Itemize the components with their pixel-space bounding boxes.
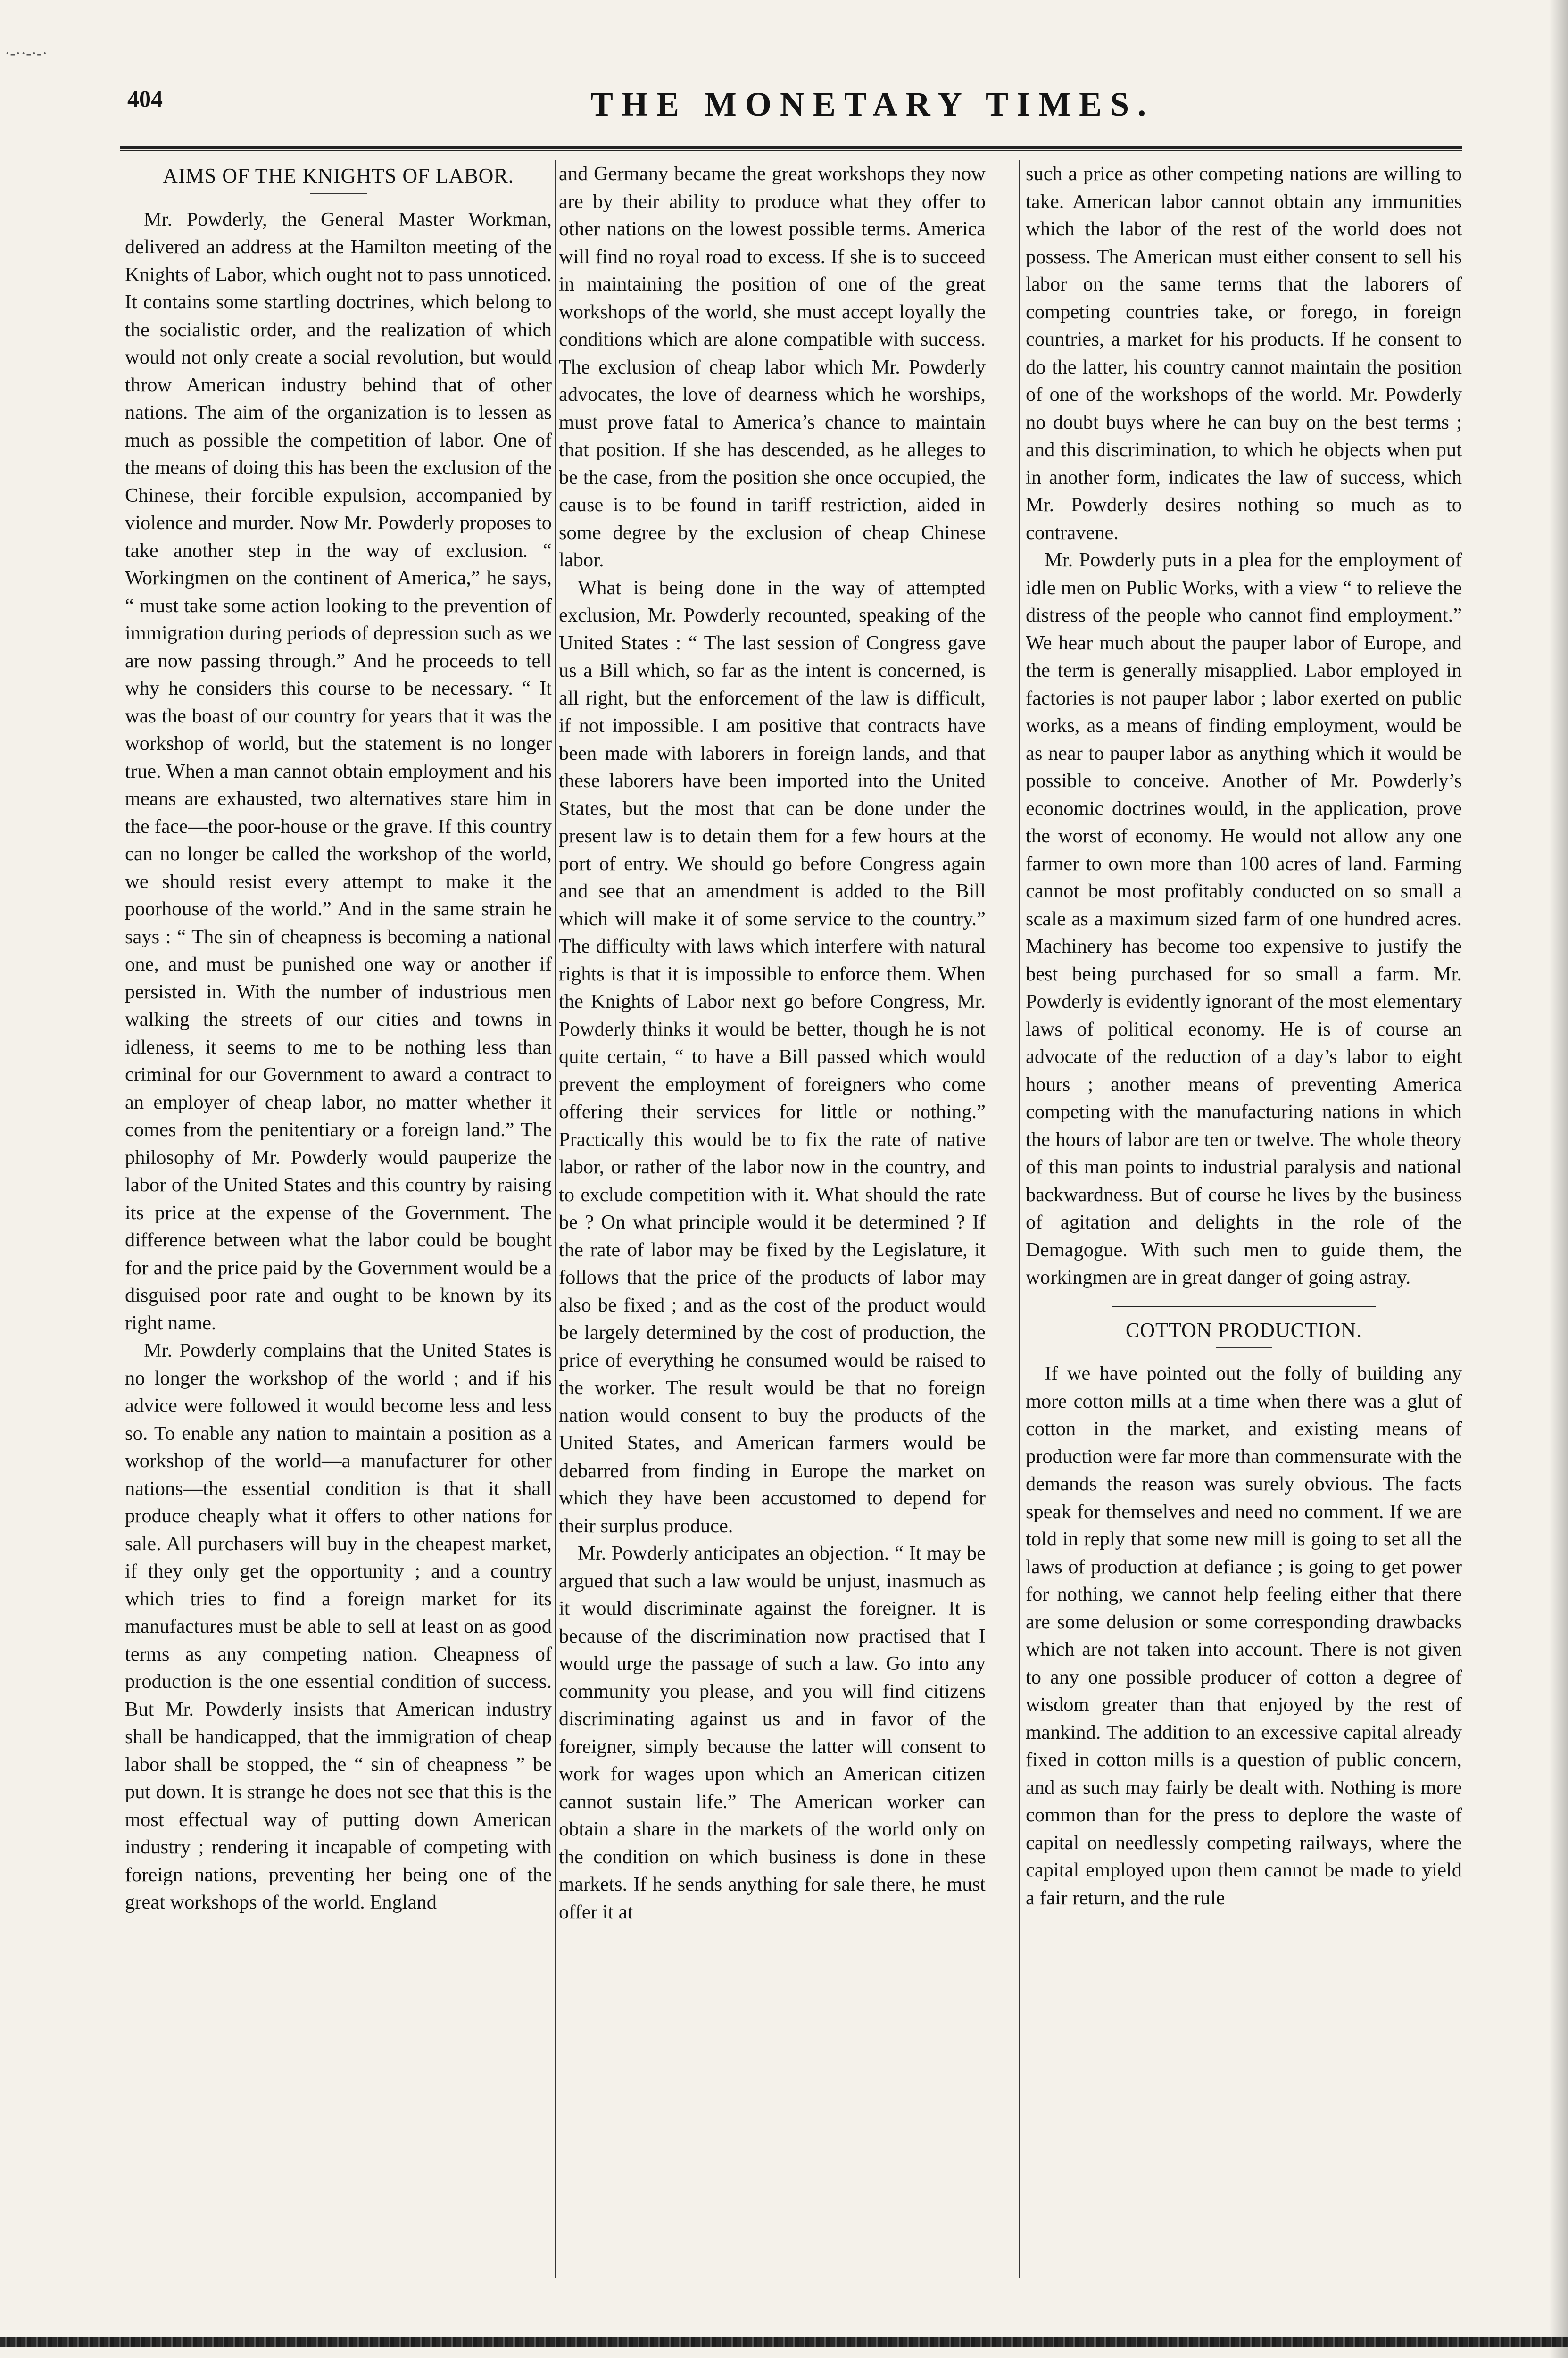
page-number: 404: [127, 85, 163, 112]
paragraph: and Germany became the great workshops they now are by their ability to produce what they offer to other nations on the lowest possible terms. America will find no royal road to excess. If she is to succeed in maintaining the position of one of the great workshops of the world, she must accept loyally the conditions which are alone compatible with success. The exclusion of cheap labor which Mr. Powderly advocates, the love of dearness which he worships, must prove fatal to America’s chance to maintain that position. If she has descended, as he alleges to be the case, from the position she once occupied, the cause is to be found in tariff restriction, aided in some degree by the exclusion of cheap Chinese labor.: [559, 163, 986, 571]
paragraph: Mr. Powderly anticipates an objection. “ It may be argued that such a law would be unjust, inasmuch as it would discriminate against the foreigner. It is because of the discrimination now practised that I would urge the passage of such a law. Go into any community you please, and you will find citizens discriminating against us and in favor of the foreigner, simply because the latter will consent to work for wages upon which an American citizen cannot sustain life.” The American worker can obtain a share in the markets of the world only on the condition on which business is done in these markets. If he sends anything for sale there, he must offer it at: [559, 1542, 986, 1923]
article-separator: [1112, 1306, 1376, 1310]
corner-mark: ·-··-·-·: [5, 45, 48, 62]
paragraph: What is being done in the way of attempted exclusion, Mr. Powderly recounted, speaking of the United States : “ The last session of Congress gave us a Bill which, so far as the intent is concerned, is all right, but the enforcement of the law is difficult, if not impossible. I am positive that contracts have been made with laborers in foreign lands, and that these laborers have been imported into the United States, but the most that can be done under the present law is to detain them for a few hours at the port of entry. We should go before Congress again and see that an amendment is added to the Bill which will make it of some service to the country.” The difficulty with laws which interfere with natural rights is that it is impossible to enforce them. When the Knights of Labor next go before Congress, Mr. Powderly thinks it would be better, though he is not quite certain, “ to have a Bill passed which would prevent the employment of foreigners who come offering their services for little or nothing.” Practically this would be to fix the rate of native labor, or rather of the labor now in the country, and to exclude competition with it. What should the rate be ? On what principle would it be determined ? If the rate of labor may be fixed by the Legislature, it follows that the price of the products of labor may also be fixed ; and as the cost of the product would be largely determined by the cost of production, the price of everything he consumed would be raised to the worker. The result would be that no foreign nation would consent to buy the products of the United States, and American farmers would be debarred from finding in Europe the market on which they have been accustomed to depend for their surplus produce.: [559, 576, 986, 1537]
page-bottom-edge: [0, 2337, 1568, 2347]
paragraph: If we have pointed out the folly of building any more cotton mills at a time when there was a glut of cotton in the market, and existing means of production were far more than commensurate with the demands the reason was surely obvious. The facts speak for themselves and need no comment. If we are told in reply that some new mill is going to set all the laws of production at defiance ; is going to get power for nothing, we cannot help feeling either that there are some delusion or some corresponding drawbacks which are not taken into account. There is not given to any one possible producer of cotton a degree of wisdom greater than that enjoyed by the rest of mankind. The addition to an excessive capital already fixed in cotton mills is a question of public concern, and as such may fairly be dealt with. Nothing is more common than for the press to deplore the waste of capital on needlessly competing railways, where the capital employed upon them cannot be made to yield a fair return, and the rule: [1026, 1362, 1462, 1909]
article-title-knights: AIMS OF THE KNIGHTS OF LABOR.: [163, 164, 514, 187]
paragraph: Mr. Powderly, the General Master Workman, delivered an address at the Hamilton meeting of the Knights of Labor, which ought not to pass unnoticed. It contains some startling doctrines, which belong to the socialistic order, and the realization of which would not only create a social revolution, but would throw American industry behind that of other nations. The aim of the organization is to lessen as much as possible the competition of labor. One of the means of doing this has been the exclusion of the Chinese, their forcible expulsion, accompanied by violence and murder. Now Mr. Powderly proposes to take another step in the way of exclusion. “ Workingmen on the continent of America,” he says, “ must take some action looking to the prevention of immigration during periods of depression such as we are now passing through.” And he proceeds to tell why he considers this course to be necessary. “ It was the boast of our country for years that it was the workshop of world, but the statement is no longer true. When a man cannot obtain employment and his means are exhausted, two alternatives stare him in the face—the poor-house or the grave. If this country can no longer be called the workshop of the world, we should resist every attempt to make it the poorhouse of the world.” And in the same strain he says : “ The sin of cheapness is becoming a national one, and must be punished one way or another if persisted in. With the number of industrious men walking the streets of our cities and towns in idleness, it seems to me to be nothing less than criminal for our Government to award a contract to an employer of cheap labor, no matter whether it comes from the penitentiary or a foreign land.” The philosophy of Mr. Powderly would pauperize the labor of the United States and this country by raising its price at the expense of the Government. The difference between what the labor could be bought for and the price paid by the Government would be a disguised poor rate and ought to be known by its right name.: [125, 208, 552, 1334]
header-rule: [120, 146, 1462, 151]
column-divider: [1019, 160, 1020, 2278]
article-title-cotton: COTTON PRODUCTION.: [1125, 1318, 1362, 1342]
paragraph: Mr. Powderly puts in a plea for the employment of idle men on Public Works, with a view “ to relieve the distress of the people who cannot find employment.” We hear much about the pauper labor of Europe, and the term is generally misapplied. Labor employed in factories is not pauper labor ; labor exerted on public works, as a means of finding employment, would be as near to pauper labor as anything which it would be possible to conceive. Another of Mr. Powderly’s economic doctrines would, in the application, prove the worst of economy. He would not allow any one farmer to own more than 100 acres of land. Farming cannot be most profitably conducted on so small a scale as a maximum sized farm of one hundred acres. Machinery has become too expensive to justify the best being purchased for so small a farm. Mr. Powderly is evidently ignorant of the most elementary laws of political economy. He is of course an advocate of the reduction of a day’s labor to eight hours ; another means of preventing America competing with the manufacturing nations in which the hours of labor are ten or twelve. The whole theory of this man points to industrial paralysis and national backwardness. But of course he lives by the business of agitation and delights in the role of the Demagogue. With such men to guide them, the workingmen are in great danger of going astray.: [1026, 549, 1462, 1288]
paragraph: such a price as other competing nations are willing to take. American labor cannot obtain any immunities which the labor of the rest of the world does not possess. The American must either consent to sell his labor on the same terms that the laborers of competing countries take, or forego, in foreign countries, a market for his products. If he consent to do the latter, his country cannot maintain the position of one of the workshops of the world. Mr. Powderly no doubt buys where he can buy on the best terms ; and this discrimination, to which he objects when put in another form, indicates the law of success, which Mr. Powderly desires nothing so much as to contravene.: [1026, 163, 1462, 544]
publication-title: THE MONETARY TIMES.: [590, 85, 1155, 123]
title-rule: [310, 193, 367, 194]
scan-edge-shadow: [1549, 0, 1568, 2358]
column-divider: [555, 160, 556, 2278]
column-3: [1026, 160, 1462, 2283]
column-2: [559, 160, 986, 2283]
column-1: [125, 160, 552, 2283]
title-rule: [1216, 1347, 1272, 1348]
paragraph: Mr. Powderly complains that the United States is no longer the workshop of the world ; and if his advice were followed it would become less and less so. To enable any nation to maintain a position as a workshop of the world—a manufacturer for other nations—the essential condition is that it shall produce cheaply what it offers to other nations for sale. All purchasers will buy in the cheapest market, if they only get the opportunity ; and a country which tries to find a foreign market for its manufactures must be able to sell at least on as good terms as any competing nation. Cheapness of production is the one essential condition of success. But Mr. Powderly insists that American industry shall be handicapped, that the immigration of cheap labor shall be stopped, the “ sin of cheapness ” be put down. It is strange he does not see that this is the most effectual way of putting down American industry ; rendering it incapable of competing with foreign nations, preventing her being one of the great workshops of the world. England: [125, 1339, 552, 1913]
